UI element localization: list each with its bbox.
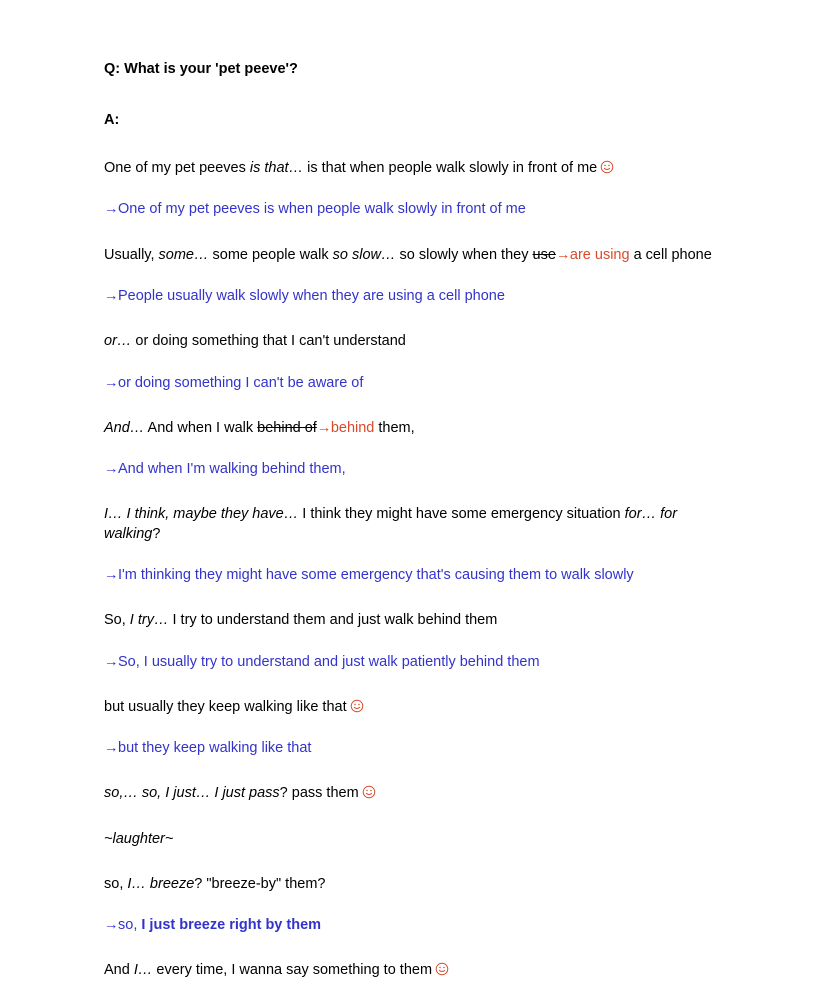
spacer [104, 894, 726, 916]
spacer [104, 935, 726, 961]
plain-text: And [104, 962, 134, 979]
revision-text: I'm thinking they might have some emergency that's causing them to walk slowly [118, 566, 634, 583]
transcript-block-list [104, 159, 726, 981]
revision-emphasis-text: I just breeze right by them [141, 917, 322, 934]
emphasis-text: I… [133, 962, 153, 979]
transcript-line [104, 830, 726, 849]
plain-text: I try to understand them and just walk behind them [168, 612, 498, 629]
revision-line [104, 739, 726, 758]
plain-text: but usually they keep walking like that [104, 698, 347, 715]
revision-text: One of my pet peeves is when people walk slowly in front of me [118, 201, 526, 218]
correction-text: →are using [555, 246, 630, 263]
plain-text: One of my pet peeves [104, 160, 250, 177]
revision-line [104, 653, 726, 672]
smiley-face-outline [362, 785, 376, 799]
revision-text: So, I usually try to understand and just walk patiently behind them [118, 653, 540, 670]
document-body [104, 56, 726, 981]
revision-line [104, 566, 726, 585]
plain-text: ? "breeze-by" them? [194, 875, 326, 892]
struck-text: behind of [257, 419, 317, 436]
emphasis-text: I try… [129, 612, 169, 629]
revision-text: or doing something I can't be aware of [118, 374, 364, 391]
answer-heading: A: [104, 111, 120, 128]
arrow-right-icon: → [104, 287, 118, 304]
spacer [104, 265, 726, 287]
plain-text: or doing something that I can't understand [131, 333, 406, 350]
spacer [104, 306, 726, 332]
spacer [104, 544, 726, 566]
plain-text: so, [104, 875, 128, 892]
revision-text: People usually walk slowly when they are using a cell phone [118, 287, 505, 304]
arrow-right-icon: → [104, 461, 118, 478]
arrow-right-icon: → [104, 653, 118, 670]
plain-text: so slowly when they [395, 246, 533, 263]
spacer [104, 352, 726, 374]
smiley-face-outline [350, 699, 364, 713]
spacer [104, 672, 726, 698]
spacer [104, 585, 726, 611]
plain-text: them, [374, 419, 415, 436]
arrow-right-icon: → [555, 246, 570, 263]
plain-text: I think they might have some emergency situation [298, 506, 625, 523]
plain-text: And when I walk [144, 419, 258, 436]
correction-text: →behind [316, 419, 375, 436]
transcript-line [104, 875, 726, 894]
transcript-line [104, 246, 726, 265]
emphasis-text: or… [104, 333, 132, 350]
plain-text: Usually, [104, 246, 159, 263]
spacer [104, 717, 726, 739]
question-heading: Q: What is your 'pet peeve'? [104, 61, 298, 77]
revision-text: And when I'm walking behind them, [118, 461, 346, 478]
struck-text: use [532, 246, 556, 263]
smiley-face-outline [435, 962, 449, 976]
spacer [104, 758, 726, 784]
plain-text: a cell phone [629, 246, 712, 263]
spacer [104, 804, 726, 830]
revision-prefix: so, [118, 917, 142, 934]
emphasis-text: ~laughter~ [104, 830, 174, 847]
revision-line [104, 374, 726, 393]
arrow-right-icon: → [104, 917, 118, 934]
revision-text: but they keep walking like that [118, 740, 312, 757]
arrow-right-icon: → [104, 374, 118, 391]
transcript-line [104, 159, 726, 178]
transcript-line [104, 784, 726, 803]
emphasis-text: And… [104, 419, 145, 436]
emphasis-text: for… for walking [104, 506, 678, 542]
emphasis-text: some… [158, 246, 209, 263]
smiley-face-outline [600, 160, 614, 174]
spacer [104, 479, 726, 505]
arrow-right-icon: → [316, 419, 331, 436]
plain-text: some people walk [208, 246, 333, 263]
transcript-line [104, 332, 726, 351]
emphasis-text: I… I think, maybe they have… [104, 506, 299, 523]
spacer [104, 178, 726, 200]
plain-text: So, [104, 612, 130, 629]
spacer [104, 849, 726, 875]
transcript-line [104, 505, 726, 544]
transcript-line [104, 961, 726, 980]
revision-line [104, 200, 726, 219]
plain-text: ? [152, 525, 161, 542]
revision-line [104, 916, 726, 935]
revision-line [104, 287, 726, 306]
revision-line [104, 460, 726, 479]
spacer [104, 80, 726, 111]
spacer [104, 631, 726, 653]
transcript-line [104, 611, 726, 630]
transcript-line [104, 419, 726, 438]
arrow-right-icon: → [104, 201, 118, 218]
emphasis-text: is that… [249, 160, 304, 177]
spacer [104, 130, 726, 159]
plain-text: ? pass them [279, 785, 359, 802]
plain-text: is that when people walk slowly in front of me [303, 160, 598, 177]
arrow-right-icon: → [104, 740, 118, 757]
spacer [104, 438, 726, 460]
emphasis-text: so slow… [332, 246, 396, 263]
spacer [104, 393, 726, 419]
arrow-right-icon: → [104, 566, 118, 583]
plain-text: every time, I wanna say something to them [152, 962, 433, 979]
transcript-line [104, 698, 726, 717]
spacer [104, 220, 726, 246]
emphasis-text: so,… so, I just… I just pass [104, 785, 280, 802]
emphasis-text: I… breeze [127, 875, 195, 892]
